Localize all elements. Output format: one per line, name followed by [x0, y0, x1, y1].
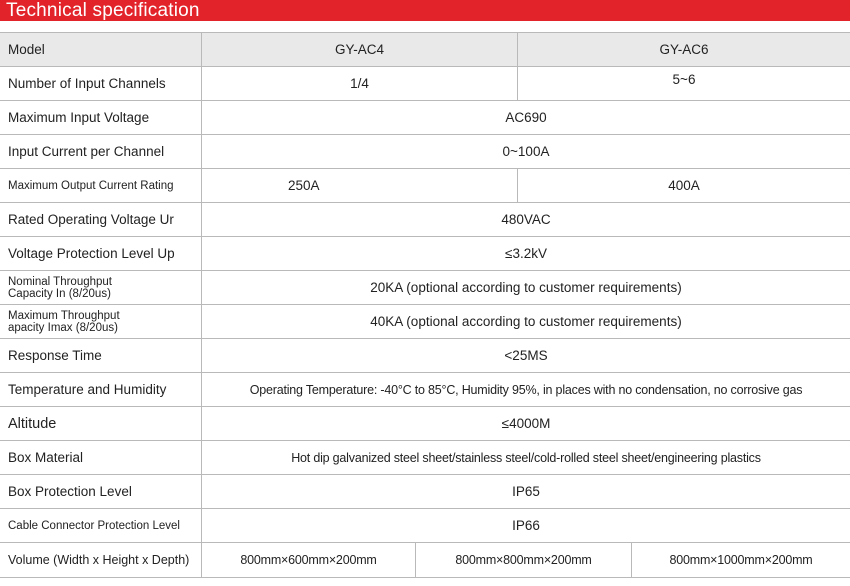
cell-value: 800mm×800mm×200mm [416, 543, 632, 577]
table-row-box-protection [0, 475, 850, 509]
table-row-voltage-protection [0, 237, 850, 271]
table-row-temperature-humidity [0, 373, 850, 407]
row-label: Input Current per Channel [0, 135, 202, 168]
model-gy-ac6-header: GY-AC6 [659, 42, 709, 57]
row-label: Box Protection Level [0, 475, 202, 508]
cell-value: 0~100A [502, 144, 550, 159]
cell-value: Operating Temperature: -40°C to 85°C, Humidity 95%, in places with no condensation, no corrosive gas [249, 382, 803, 397]
row-label: Model [0, 33, 202, 66]
cell-value: 800mm×600mm×200mm [202, 543, 416, 577]
cell-value: 800mm×1000mm×200mm [669, 553, 813, 567]
table-row-max-throughput [0, 305, 850, 339]
cell-value: 250A [202, 169, 518, 202]
table-row-max-output-current [0, 169, 850, 203]
row-label: Rated Operating Voltage Ur [0, 203, 202, 236]
cell-value: AC690 [505, 110, 547, 125]
table-row-response-time [0, 339, 850, 373]
row-label-line: apacity Imax (8/20us) [8, 321, 118, 334]
table-row-volume [0, 543, 850, 578]
table-row-input-current [0, 135, 850, 169]
table-row-input-channels [0, 67, 850, 101]
table-row-nominal-throughput [0, 271, 850, 305]
cell-value: ≤4000M [501, 416, 551, 431]
row-label [0, 271, 202, 304]
section-title: Technical specification [6, 0, 200, 21]
row-label-line: Maximum Throughput [8, 309, 120, 322]
cell-value: 20KA (optional according to customer requirements) [370, 280, 682, 295]
row-label: Maximum Input Voltage [0, 101, 202, 134]
row-label-line: Nominal Throughput [8, 275, 112, 288]
table-row-altitude [0, 407, 850, 441]
cell-value: 480VAC [501, 212, 551, 227]
cell-value: 400A [668, 178, 700, 193]
row-label [0, 305, 202, 338]
cell-value: <25MS [504, 348, 548, 363]
row-label-line: Capacity In (8/20us) [8, 287, 111, 300]
cell-value: 5~6 [672, 72, 696, 87]
cell-value: ≤3.2kV [505, 246, 547, 261]
model-gy-ac4-header: GY-AC4 [202, 33, 518, 66]
cell-value: 1/4 [202, 67, 518, 100]
row-label: Maximum Output Current Rating [0, 169, 202, 202]
table-row-rated-voltage [0, 203, 850, 237]
cell-value: IP66 [512, 518, 540, 533]
row-label: Cable Connector Protection Level [0, 509, 202, 542]
row-label: Number of Input Channels [0, 67, 202, 100]
row-label: Response Time [0, 339, 202, 372]
row-label: Volume (Width x Height x Depth) [0, 543, 202, 577]
table-row-cable-protection [0, 509, 850, 543]
cell-value: Hot dip galvanized steel sheet/stainless steel/cold-rolled steel sheet/engineering plastics [291, 450, 761, 465]
row-label: Box Material [0, 441, 202, 474]
table-row-model [0, 32, 850, 67]
section-header [0, 0, 850, 21]
table-row-box-material [0, 441, 850, 475]
cell-value: 40KA (optional according to customer requirements) [370, 314, 682, 329]
table-row-max-input-voltage [0, 101, 850, 135]
cell-value: IP65 [512, 484, 540, 499]
row-label: Altitude [0, 407, 202, 440]
row-label: Temperature and Humidity [0, 373, 202, 406]
row-label: Voltage Protection Level Up [0, 237, 202, 270]
